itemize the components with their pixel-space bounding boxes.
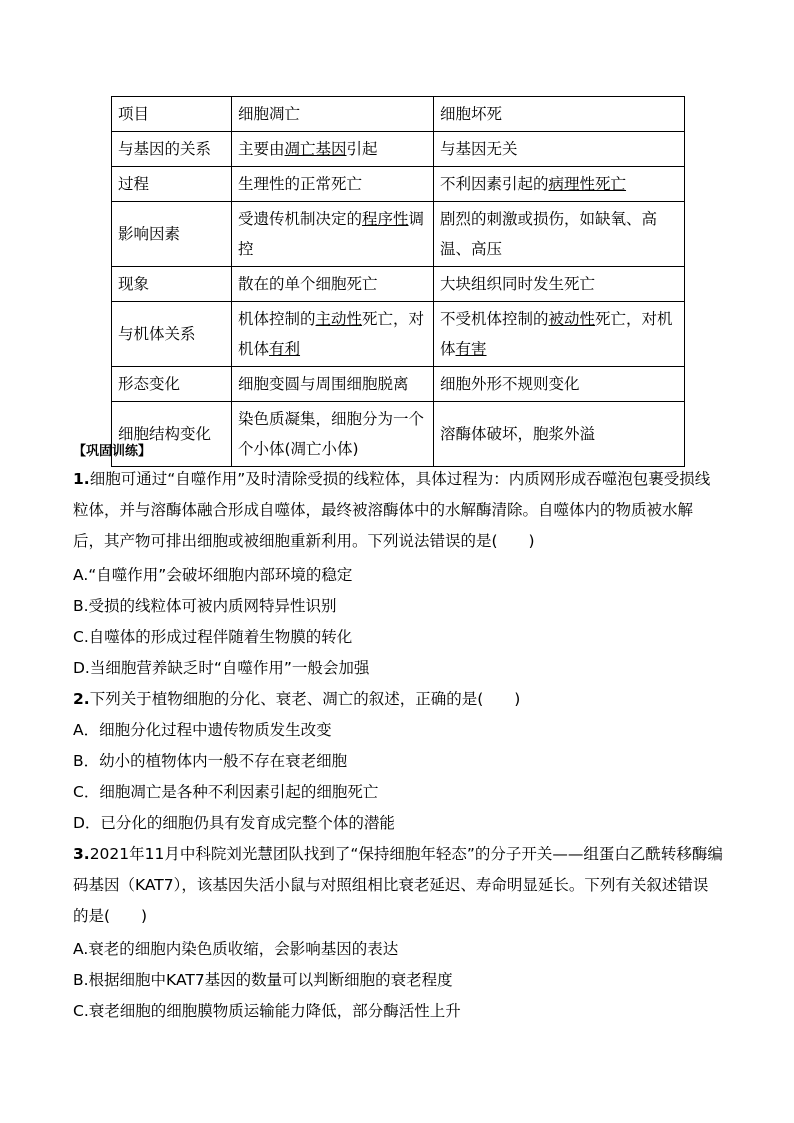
section-heading: 【巩固训练】 [73, 444, 152, 459]
question-stem: 1.细胞可通过“自噬作用”及时清除受损的线粒体，具体过程为：内质网形成吞噬泡包裹受损线粒体，并与溶酶体融合形成自噬体，最终被溶酶体中的水解酶清除。自噬体内的物质被水解后，其产物可排出细胞或被细胞重新利用。下列说法错误的是( ) [73, 470, 711, 550]
option: A．细胞分化过程中遗传物质发生改变 [73, 721, 332, 739]
question-number: 1. [73, 470, 90, 488]
question-number: 3. [73, 845, 90, 863]
option: B.根据细胞中KAT7基因的数量可以判断细胞的衰老程度 [73, 971, 453, 989]
table-cell: 细胞凋亡 [232, 97, 434, 132]
table-cell: 与机体关系 [112, 302, 232, 367]
table-cell: 剧烈的刺激或损伤，如缺氧、高温、高压 [434, 202, 685, 267]
table-cell: 大块组织同时发生死亡 [434, 267, 685, 302]
option: A.衰老的细胞内染色质收缩，会影响基因的表达 [73, 940, 399, 958]
table-cell: 溶酶体破坏，胞浆外溢 [434, 402, 685, 467]
table-cell: 形态变化 [112, 367, 232, 402]
table-row [112, 132, 685, 167]
table-cell: 细胞外形不规则变化 [434, 367, 685, 402]
table-cell: 细胞变圆与周围细胞脱离 [232, 367, 434, 402]
table-row [112, 167, 685, 202]
table-cell: 不利因素引起的病理性死亡 [434, 167, 685, 202]
option: B.受损的线粒体可被内质网特异性识别 [73, 597, 337, 615]
comparison-table [111, 96, 685, 467]
table-cell: 不受机体控制的被动性死亡，对机体有害 [434, 302, 685, 367]
option: D.当细胞营养缺乏时“自噬作用”一般会加强 [73, 659, 370, 677]
table-row [112, 97, 685, 132]
table-cell: 过程 [112, 167, 232, 202]
table-cell: 受遗传机制决定的程序性调控 [232, 202, 434, 267]
option: C.衰老细胞的细胞膜物质运输能力降低，部分酶活性上升 [73, 1002, 461, 1020]
table-cell: 机体控制的主动性死亡，对机体有利 [232, 302, 434, 367]
table-cell: 染色质凝集，细胞分为一个个小体(凋亡小体) [232, 402, 434, 467]
table-row [112, 202, 685, 267]
question-stem: 2.下列关于植物细胞的分化、衰老、凋亡的叙述，正确的是( ) [73, 690, 521, 708]
question-number: 2. [73, 690, 90, 708]
table-cell: 与基因的关系 [112, 132, 232, 167]
table-row [112, 402, 685, 467]
table-cell: 散在的单个细胞死亡 [232, 267, 434, 302]
table-cell: 主要由凋亡基因引起 [232, 132, 434, 167]
table-row [112, 267, 685, 302]
question-stem: 3.2021年11月中科院刘光慧团队找到了“保持细胞年轻态”的分子开关——组蛋白乙酰转移酶编码基因（KAT7），该基因失活小鼠与对照组相比衰老延迟、寿命明显延长。下列有关叙述错误的是( ) [73, 845, 723, 925]
table-cell: 现象 [112, 267, 232, 302]
table-row [112, 367, 685, 402]
option: B．幼小的植物体内一般不存在衰老细胞 [73, 752, 348, 770]
table-cell: 与基因无关 [434, 132, 685, 167]
table-cell: 影响因素 [112, 202, 232, 267]
table-cell: 项目 [112, 97, 232, 132]
table-cell: 生理性的正常死亡 [232, 167, 434, 202]
table-row [112, 302, 685, 367]
option: C．细胞凋亡是各种不利因素引起的细胞死亡 [73, 783, 379, 801]
option: A.“自噬作用”会破坏细胞内部环境的稳定 [73, 566, 353, 584]
table-cell: 细胞坏死 [434, 97, 685, 132]
option: D．已分化的细胞仍具有发育成完整个体的潜能 [73, 814, 395, 832]
option: C.自噬体的形成过程伴随着生物膜的转化 [73, 628, 353, 646]
table-cell: 细胞结构变化 [112, 402, 232, 467]
